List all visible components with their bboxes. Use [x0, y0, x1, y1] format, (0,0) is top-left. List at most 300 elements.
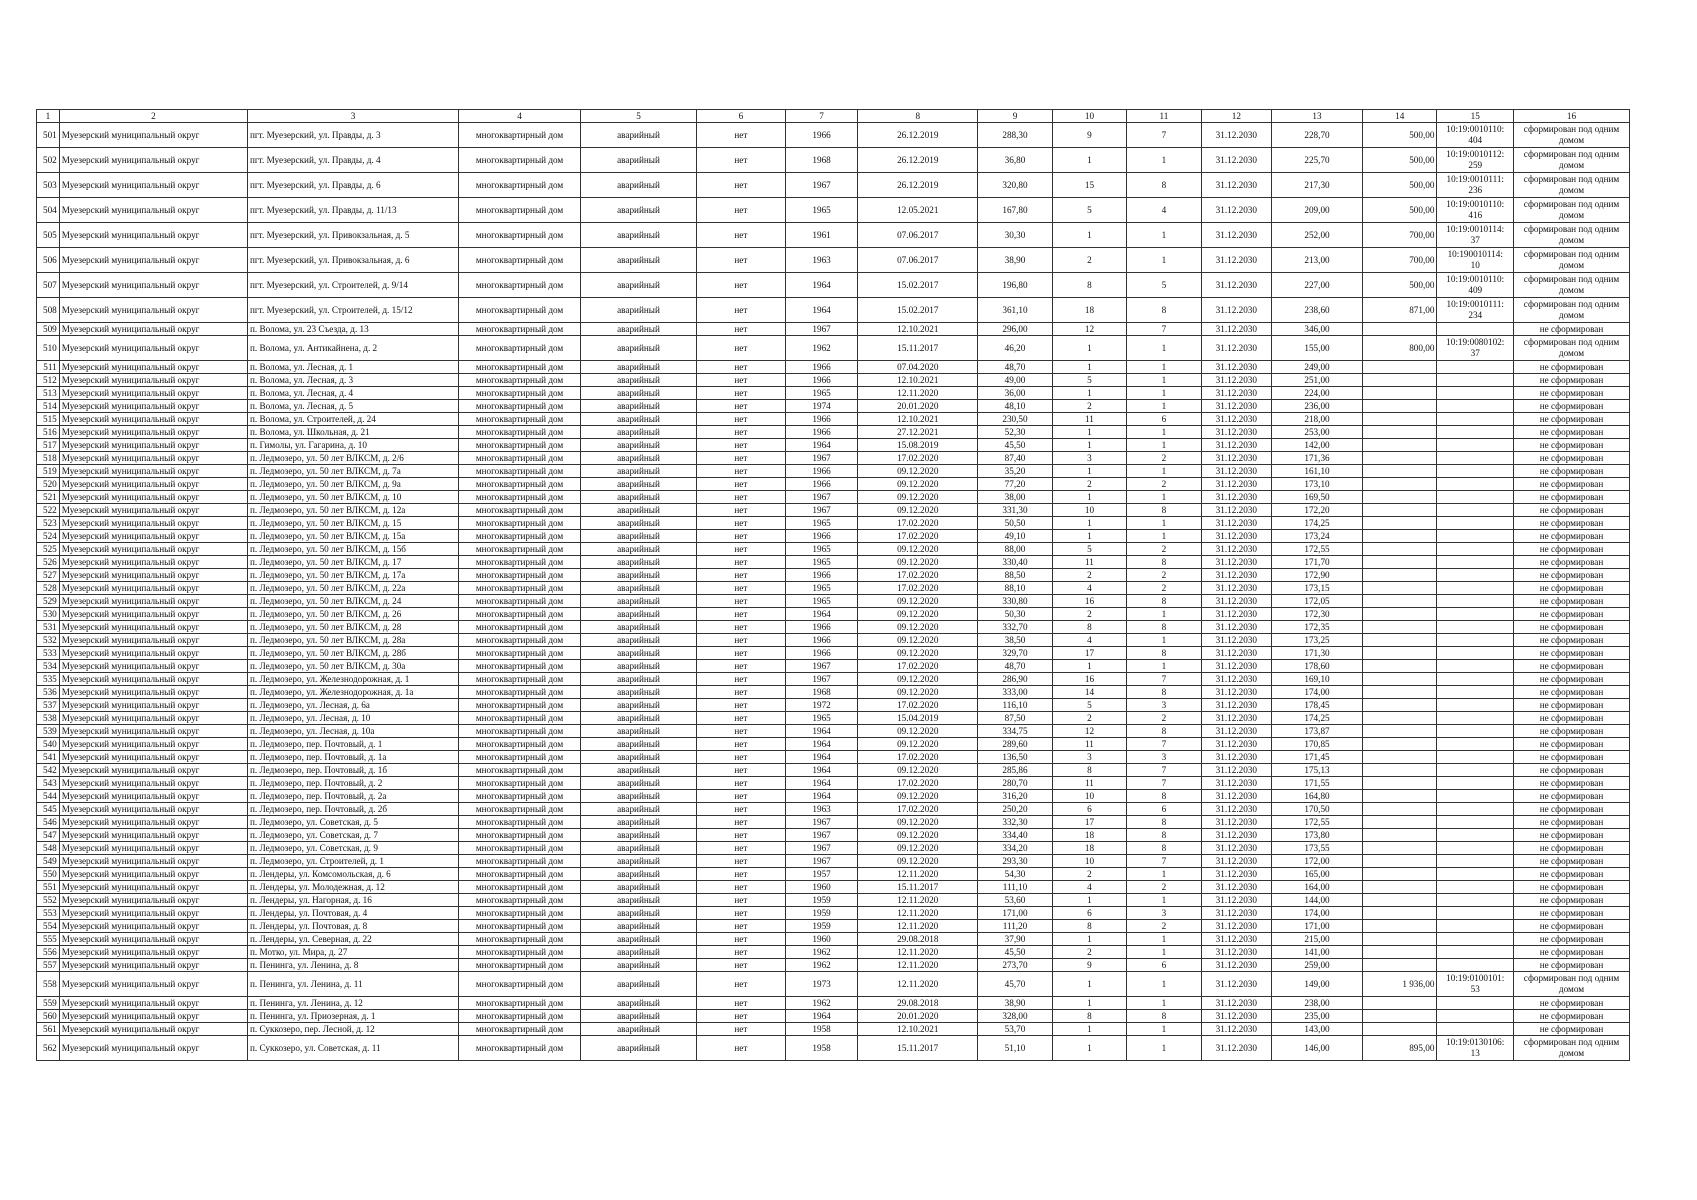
cell-cost: 172,20	[1271, 504, 1362, 517]
cell-cadastral-number	[1437, 907, 1514, 920]
cell-district: Муезерский муниципальный округ	[59, 361, 247, 374]
cell-cadastral-number	[1437, 881, 1514, 894]
cell-address: п. Ледмозеро, пер. Почтовый, д. 1	[248, 738, 459, 751]
cell-area: 288,30	[978, 123, 1052, 148]
cell-row-number: 531	[37, 621, 60, 634]
cell-building-type: многоквартирный дом	[459, 491, 581, 504]
cell-cost: 141,00	[1271, 946, 1362, 959]
cell-cadastral-number: 10:19:0010112: 259	[1437, 148, 1514, 173]
cell-cost: 161,10	[1271, 465, 1362, 478]
cell-condition: аварийный	[581, 751, 697, 764]
cell-land-area	[1363, 894, 1437, 907]
table-row	[37, 1023, 1630, 1036]
cell-residents: 10	[1052, 504, 1126, 517]
cell-land-area	[1363, 374, 1437, 387]
cell-row-number: 521	[37, 491, 60, 504]
cell-district: Муезерский муниципальный округ	[59, 959, 247, 972]
cell-area: 46,20	[978, 336, 1052, 361]
cell-flag: нет	[696, 647, 785, 660]
cell-cadastral-number	[1437, 517, 1514, 530]
cell-row-number: 519	[37, 465, 60, 478]
cell-address: п. Ледмозеро, ул. Железнодорожная, д. 1а	[248, 686, 459, 699]
cell-flag: нет	[696, 712, 785, 725]
cell-cost: 171,55	[1271, 777, 1362, 790]
cell-row-number: 544	[37, 790, 60, 803]
cell-address: п. Ледмозеро, ул. 50 лет ВЛКСМ, д. 30а	[248, 660, 459, 673]
column-header: 3	[248, 110, 459, 123]
cell-district: Муезерский муниципальный округ	[59, 374, 247, 387]
cell-condition: аварийный	[581, 946, 697, 959]
cell-condition: аварийный	[581, 413, 697, 426]
cell-condition: аварийный	[581, 738, 697, 751]
cell-building-type: многоквартирный дом	[459, 1010, 581, 1023]
cell-date: 09.12.2020	[858, 465, 978, 478]
cell-date: 17.02.2020	[858, 699, 978, 712]
cell-deadline: 31.12.2030	[1201, 842, 1271, 855]
cell-land-area	[1363, 608, 1437, 621]
cell-residents: 18	[1052, 298, 1126, 323]
cell-premises: 5	[1127, 273, 1201, 298]
cell-flag: нет	[696, 478, 785, 491]
cell-land-area	[1363, 621, 1437, 634]
cell-flag: нет	[696, 491, 785, 504]
cell-cost: 165,00	[1271, 868, 1362, 881]
cell-land-status: не сформирован	[1514, 413, 1630, 426]
cell-flag: нет	[696, 465, 785, 478]
table-row	[37, 273, 1630, 298]
cell-row-number: 501	[37, 123, 60, 148]
cell-premises: 2	[1127, 543, 1201, 556]
cell-cost: 224,00	[1271, 387, 1362, 400]
cell-row-number: 530	[37, 608, 60, 621]
cell-date: 09.12.2020	[858, 842, 978, 855]
cell-land-status: не сформирован	[1514, 907, 1630, 920]
cell-residents: 1	[1052, 1023, 1126, 1036]
cell-date: 12.11.2020	[858, 894, 978, 907]
cell-date: 09.12.2020	[858, 790, 978, 803]
cell-deadline: 31.12.2030	[1201, 323, 1271, 336]
cell-flag: нет	[696, 387, 785, 400]
cell-cost: 174,00	[1271, 686, 1362, 699]
table-row	[37, 972, 1630, 997]
cell-row-number: 526	[37, 556, 60, 569]
cell-premises: 1	[1127, 1036, 1201, 1061]
table-row	[37, 387, 1630, 400]
cell-flag: нет	[696, 764, 785, 777]
cell-cadastral-number	[1437, 374, 1514, 387]
cell-district: Муезерский муниципальный округ	[59, 323, 247, 336]
cell-flag: нет	[696, 725, 785, 738]
cell-deadline: 31.12.2030	[1201, 725, 1271, 738]
cell-land-area	[1363, 790, 1437, 803]
column-header: 1	[37, 110, 60, 123]
cell-land-area	[1363, 517, 1437, 530]
cell-deadline: 31.12.2030	[1201, 465, 1271, 478]
cell-flag: нет	[696, 361, 785, 374]
cell-land-area	[1363, 855, 1437, 868]
cell-building-type: многоквартирный дом	[459, 336, 581, 361]
cell-area: 361,10	[978, 298, 1052, 323]
cell-date: 09.12.2020	[858, 855, 978, 868]
cell-cost: 178,45	[1271, 699, 1362, 712]
cell-year: 1966	[785, 374, 857, 387]
cell-condition: аварийный	[581, 907, 697, 920]
cell-date: 17.02.2020	[858, 569, 978, 582]
cell-residents: 2	[1052, 400, 1126, 413]
cell-deadline: 31.12.2030	[1201, 959, 1271, 972]
cell-condition: аварийный	[581, 478, 697, 491]
cell-row-number: 542	[37, 764, 60, 777]
cell-year: 1962	[785, 946, 857, 959]
cell-condition: аварийный	[581, 426, 697, 439]
cell-address: пгт. Муезерский, ул. Правды, д. 4	[248, 148, 459, 173]
cell-flag: нет	[696, 621, 785, 634]
cell-land-status: не сформирован	[1514, 686, 1630, 699]
table-row	[37, 400, 1630, 413]
cell-address: п. Ледмозеро, ул. 50 лет ВЛКСМ, д. 15	[248, 517, 459, 530]
cell-condition: аварийный	[581, 452, 697, 465]
cell-residents: 5	[1052, 543, 1126, 556]
cell-cost: 171,00	[1271, 920, 1362, 933]
cell-premises: 8	[1127, 504, 1201, 517]
cell-cadastral-number	[1437, 803, 1514, 816]
cell-flag: нет	[696, 595, 785, 608]
cell-premises: 2	[1127, 712, 1201, 725]
cell-building-type: многоквартирный дом	[459, 660, 581, 673]
cell-address: п. Ледмозеро, пер. Почтовый, д. 2б	[248, 803, 459, 816]
cell-cadastral-number	[1437, 491, 1514, 504]
cell-date: 12.11.2020	[858, 868, 978, 881]
cell-residents: 16	[1052, 595, 1126, 608]
cell-land-status: не сформирован	[1514, 426, 1630, 439]
cell-district: Муезерский муниципальный округ	[59, 504, 247, 517]
cell-premises: 7	[1127, 673, 1201, 686]
cell-district: Муезерский муниципальный округ	[59, 465, 247, 478]
cell-land-status: не сформирован	[1514, 751, 1630, 764]
cell-cadastral-number	[1437, 634, 1514, 647]
cell-cadastral-number	[1437, 673, 1514, 686]
cell-row-number: 538	[37, 712, 60, 725]
cell-date: 09.12.2020	[858, 673, 978, 686]
cell-land-status: сформирован под одним домом	[1514, 972, 1630, 997]
cell-building-type: многоквартирный дом	[459, 452, 581, 465]
table-row	[37, 223, 1630, 248]
cell-land-status: не сформирован	[1514, 647, 1630, 660]
cell-year: 1965	[785, 517, 857, 530]
cell-cost: 171,70	[1271, 556, 1362, 569]
cell-year: 1959	[785, 894, 857, 907]
cell-date: 17.02.2020	[858, 452, 978, 465]
cell-building-type: многоквартирный дом	[459, 1023, 581, 1036]
cell-deadline: 31.12.2030	[1201, 673, 1271, 686]
cell-flag: нет	[696, 1023, 785, 1036]
cell-address: п. Ледмозеро, ул. 50 лет ВЛКСМ, д. 17	[248, 556, 459, 569]
cell-land-area	[1363, 868, 1437, 881]
cell-year: 1964	[785, 738, 857, 751]
cell-flag: нет	[696, 569, 785, 582]
cell-district: Муезерский муниципальный округ	[59, 699, 247, 712]
cell-area: 116,10	[978, 699, 1052, 712]
cell-flag: нет	[696, 400, 785, 413]
cell-deadline: 31.12.2030	[1201, 556, 1271, 569]
cell-condition: аварийный	[581, 699, 697, 712]
cell-district: Муезерский муниципальный округ	[59, 816, 247, 829]
table-row	[37, 647, 1630, 660]
cell-condition: аварийный	[581, 491, 697, 504]
cell-building-type: многоквартирный дом	[459, 530, 581, 543]
cell-deadline: 31.12.2030	[1201, 478, 1271, 491]
cell-area: 38,00	[978, 491, 1052, 504]
cell-cadastral-number	[1437, 504, 1514, 517]
cell-cadastral-number: 10:19:0130106: 13	[1437, 1036, 1514, 1061]
cell-area: 330,40	[978, 556, 1052, 569]
cell-deadline: 31.12.2030	[1201, 777, 1271, 790]
cell-land-status: не сформирован	[1514, 1010, 1630, 1023]
cell-row-number: 551	[37, 881, 60, 894]
cell-row-number: 541	[37, 751, 60, 764]
cell-year: 1965	[785, 582, 857, 595]
cell-building-type: многоквартирный дом	[459, 223, 581, 248]
cell-land-area	[1363, 997, 1437, 1010]
cell-land-area	[1363, 582, 1437, 595]
cell-condition: аварийный	[581, 997, 697, 1010]
cell-land-area	[1363, 764, 1437, 777]
cell-land-area	[1363, 400, 1437, 413]
cell-premises: 8	[1127, 842, 1201, 855]
cell-area: 88,00	[978, 543, 1052, 556]
cell-premises: 8	[1127, 647, 1201, 660]
cell-land-status: не сформирован	[1514, 323, 1630, 336]
cell-premises: 1	[1127, 894, 1201, 907]
cell-flag: нет	[696, 273, 785, 298]
cell-condition: аварийный	[581, 569, 697, 582]
cell-residents: 1	[1052, 361, 1126, 374]
cell-flag: нет	[696, 452, 785, 465]
cell-building-type: многоквартирный дом	[459, 173, 581, 198]
cell-condition: аварийный	[581, 374, 697, 387]
cell-year: 1966	[785, 569, 857, 582]
cell-address: пгт. Муезерский, ул. Правды, д. 6	[248, 173, 459, 198]
cell-land-area: 500,00	[1363, 273, 1437, 298]
cell-deadline: 31.12.2030	[1201, 400, 1271, 413]
cell-year: 1965	[785, 198, 857, 223]
cell-year: 1958	[785, 1023, 857, 1036]
cell-district: Муезерский муниципальный округ	[59, 569, 247, 582]
cell-area: 48,70	[978, 660, 1052, 673]
cell-condition: аварийный	[581, 323, 697, 336]
cell-cost: 209,00	[1271, 198, 1362, 223]
cell-land-status: не сформирован	[1514, 582, 1630, 595]
cell-row-number: 558	[37, 972, 60, 997]
cell-building-type: многоквартирный дом	[459, 647, 581, 660]
cell-flag: нет	[696, 582, 785, 595]
cell-deadline: 31.12.2030	[1201, 634, 1271, 647]
cell-district: Муезерский муниципальный округ	[59, 829, 247, 842]
cell-condition: аварийный	[581, 336, 697, 361]
cell-year: 1967	[785, 504, 857, 517]
cell-condition: аварийный	[581, 855, 697, 868]
cell-deadline: 31.12.2030	[1201, 868, 1271, 881]
cell-condition: аварийный	[581, 298, 697, 323]
cell-residents: 8	[1052, 1010, 1126, 1023]
cell-row-number: 524	[37, 530, 60, 543]
table-row	[37, 361, 1630, 374]
cell-district: Муезерский муниципальный округ	[59, 452, 247, 465]
cell-row-number: 547	[37, 829, 60, 842]
cell-year: 1967	[785, 452, 857, 465]
cell-premises: 2	[1127, 569, 1201, 582]
cell-row-number: 508	[37, 298, 60, 323]
cell-flag: нет	[696, 881, 785, 894]
cell-cost: 238,00	[1271, 997, 1362, 1010]
table-row	[37, 777, 1630, 790]
cell-date: 15.04.2019	[858, 712, 978, 725]
cell-row-number: 540	[37, 738, 60, 751]
cell-year: 1965	[785, 556, 857, 569]
cell-district: Муезерский муниципальный округ	[59, 198, 247, 223]
cell-row-number: 552	[37, 894, 60, 907]
cell-address: п. Ледмозеро, ул. 50 лет ВЛКСМ, д. 28б	[248, 647, 459, 660]
cell-cadastral-number	[1437, 478, 1514, 491]
cell-condition: аварийный	[581, 361, 697, 374]
cell-year: 1963	[785, 248, 857, 273]
cell-residents: 11	[1052, 738, 1126, 751]
cell-cadastral-number: 10:19:0010110: 409	[1437, 273, 1514, 298]
cell-building-type: многоквартирный дом	[459, 725, 581, 738]
cell-premises: 1	[1127, 933, 1201, 946]
cell-date: 17.02.2020	[858, 803, 978, 816]
cell-cadastral-number	[1437, 1010, 1514, 1023]
cell-district: Муезерский муниципальный округ	[59, 738, 247, 751]
column-header: 2	[59, 110, 247, 123]
cell-district: Муезерский муниципальный округ	[59, 530, 247, 543]
cell-premises: 8	[1127, 829, 1201, 842]
cell-address: п. Ледмозеро, ул. Железнодорожная, д. 1	[248, 673, 459, 686]
cell-deadline: 31.12.2030	[1201, 686, 1271, 699]
cell-flag: нет	[696, 323, 785, 336]
cell-address: п. Ледмозеро, ул. Лесная, д. 10а	[248, 725, 459, 738]
cell-condition: аварийный	[581, 530, 697, 543]
cell-year: 1962	[785, 997, 857, 1010]
column-header: 12	[1201, 110, 1271, 123]
cell-residents: 1	[1052, 894, 1126, 907]
cell-condition: аварийный	[581, 582, 697, 595]
cell-area: 48,10	[978, 400, 1052, 413]
header-row	[37, 110, 1630, 123]
column-header: 10	[1052, 110, 1126, 123]
cell-district: Муезерский муниципальный округ	[59, 173, 247, 198]
cell-building-type: многоквартирный дом	[459, 673, 581, 686]
cell-land-area	[1363, 465, 1437, 478]
cell-area: 36,80	[978, 148, 1052, 173]
cell-condition: аварийный	[581, 660, 697, 673]
cell-year: 1967	[785, 491, 857, 504]
table-row	[37, 1010, 1630, 1023]
cell-building-type: многоквартирный дом	[459, 123, 581, 148]
cell-year: 1967	[785, 855, 857, 868]
cell-year: 1962	[785, 959, 857, 972]
cell-date: 17.02.2020	[858, 751, 978, 764]
cell-cadastral-number: 10:19:0080102: 37	[1437, 336, 1514, 361]
cell-premises: 8	[1127, 686, 1201, 699]
cell-land-status: не сформирован	[1514, 1023, 1630, 1036]
cell-residents: 1	[1052, 530, 1126, 543]
cell-row-number: 506	[37, 248, 60, 273]
cell-deadline: 31.12.2030	[1201, 173, 1271, 198]
cell-land-status: не сформирован	[1514, 855, 1630, 868]
cell-cost: 249,00	[1271, 361, 1362, 374]
cell-building-type: многоквартирный дом	[459, 478, 581, 491]
cell-land-area	[1363, 452, 1437, 465]
cell-cost: 164,80	[1271, 790, 1362, 803]
cell-date: 09.12.2020	[858, 764, 978, 777]
cell-condition: аварийный	[581, 764, 697, 777]
cell-deadline: 31.12.2030	[1201, 816, 1271, 829]
cell-premises: 1	[1127, 465, 1201, 478]
cell-address: п. Ледмозеро, ул. 50 лет ВЛКСМ, д. 28	[248, 621, 459, 634]
cell-premises: 1	[1127, 530, 1201, 543]
cell-premises: 3	[1127, 907, 1201, 920]
cell-condition: аварийный	[581, 148, 697, 173]
cell-year: 1959	[785, 907, 857, 920]
cell-date: 20.01.2020	[858, 400, 978, 413]
cell-residents: 2	[1052, 712, 1126, 725]
cell-land-status: не сформирован	[1514, 790, 1630, 803]
table-row	[37, 699, 1630, 712]
cell-land-area	[1363, 920, 1437, 933]
cell-land-status: не сформирован	[1514, 530, 1630, 543]
cell-district: Муезерский муниципальный округ	[59, 387, 247, 400]
cell-date: 09.12.2020	[858, 608, 978, 621]
cell-flag: нет	[696, 855, 785, 868]
cell-cost: 164,00	[1271, 881, 1362, 894]
cell-date: 17.02.2020	[858, 530, 978, 543]
cell-cost: 217,30	[1271, 173, 1362, 198]
cell-cadastral-number	[1437, 543, 1514, 556]
cell-row-number: 527	[37, 569, 60, 582]
cell-address: п. Ледмозеро, ул. 50 лет ВЛКСМ, д. 12а	[248, 504, 459, 517]
cell-residents: 5	[1052, 374, 1126, 387]
cell-area: 136,50	[978, 751, 1052, 764]
cell-condition: аварийный	[581, 517, 697, 530]
cell-row-number: 559	[37, 997, 60, 1010]
cell-land-status: не сформирован	[1514, 829, 1630, 842]
cell-cadastral-number	[1437, 816, 1514, 829]
cell-address: п. Волома, ул. Строителей, д. 24	[248, 413, 459, 426]
cell-row-number: 520	[37, 478, 60, 491]
cell-address: п. Ледмозеро, ул. 50 лет ВЛКСМ, д. 9а	[248, 478, 459, 491]
cell-premises: 1	[1127, 517, 1201, 530]
cell-date: 29.08.2018	[858, 997, 978, 1010]
cell-building-type: многоквартирный дом	[459, 298, 581, 323]
cell-area: 51,10	[978, 1036, 1052, 1061]
cell-land-area	[1363, 686, 1437, 699]
cell-date: 17.02.2020	[858, 582, 978, 595]
cell-year: 1960	[785, 933, 857, 946]
cell-deadline: 31.12.2030	[1201, 1023, 1271, 1036]
cell-date: 09.12.2020	[858, 621, 978, 634]
cell-building-type: многоквартирный дом	[459, 439, 581, 452]
cell-district: Муезерский муниципальный округ	[59, 491, 247, 504]
cell-cadastral-number: 10:19:0010114: 37	[1437, 223, 1514, 248]
cell-date: 09.12.2020	[858, 595, 978, 608]
cell-address: п. Лендеры, ул. Нагорная, д. 16	[248, 894, 459, 907]
cell-year: 1966	[785, 426, 857, 439]
cell-district: Муезерский муниципальный округ	[59, 803, 247, 816]
cell-land-area	[1363, 504, 1437, 517]
cell-land-area	[1363, 595, 1437, 608]
cell-condition: аварийный	[581, 1036, 697, 1061]
